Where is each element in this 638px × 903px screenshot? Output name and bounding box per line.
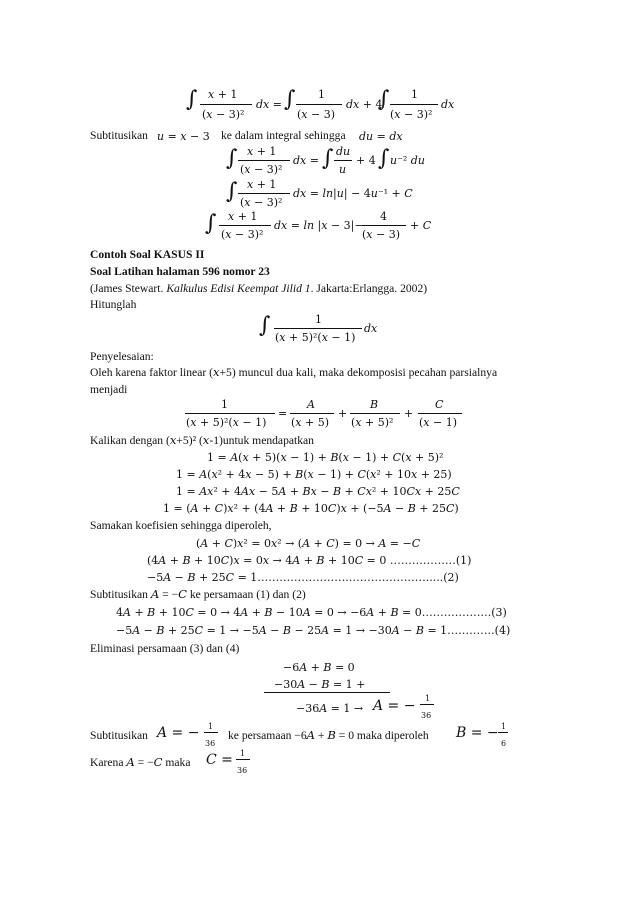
math-text: +	[404, 407, 414, 420]
fraction-denominator: (𝑥 + 5)²(𝑥 − 1)	[186, 416, 267, 429]
fraction-numerator: 𝐴	[307, 398, 315, 411]
fraction-denominator: 36	[421, 711, 432, 720]
fraction-bar	[296, 104, 342, 105]
text: Penyelesaian:	[90, 350, 154, 363]
fraction-denominator: (𝑥 + 5)²(𝑥 − 1)	[275, 331, 356, 344]
fraction-denominator: (𝑥 − 3)²	[202, 108, 245, 121]
paragraph: menjadi	[90, 383, 128, 396]
integral-sign: ∫	[322, 146, 334, 171]
integral-sign: ∫	[378, 87, 390, 112]
fraction-bar	[334, 160, 352, 161]
fraction-numerator: 𝑥 + 1	[228, 210, 258, 223]
math-text: 𝐴 = −	[157, 725, 200, 741]
fraction-bar	[290, 413, 334, 414]
fraction-denominator: (𝑥 + 5)²	[351, 416, 394, 429]
fraction-denominator: (𝑥 − 3)²	[221, 228, 264, 241]
fraction-bar	[219, 225, 271, 226]
reference	[90, 282, 427, 296]
math-text: + 4	[356, 154, 376, 167]
fraction-numerator: 𝐵	[370, 398, 379, 411]
fraction-denominator: 6	[501, 739, 507, 748]
equation-line: 1 = 𝐴(𝑥² + 4𝑥 − 5) + 𝐵(𝑥 − 1) + 𝐶(𝑥² + 10𝑥 + 25)	[176, 468, 452, 481]
fraction-denominator: (𝑥 − 1)	[419, 416, 457, 429]
math-text: 𝑑𝑥	[441, 98, 455, 111]
fraction-bar	[274, 328, 362, 329]
fraction-denominator: (𝑥 − 3)	[362, 228, 400, 241]
math-text: 𝑢 = 𝑥 − 3	[157, 130, 210, 143]
math-text: 𝑑𝑥 =	[293, 154, 319, 167]
text: Subtitusikan	[90, 129, 148, 142]
math-text: 𝑑𝑥 = 𝑙𝑛 |𝑥 − 3|−	[274, 219, 364, 232]
paragraph: Subtitusikan 𝐴 = −𝐶 ke persamaan (1) dan (2)	[90, 588, 306, 601]
fraction-numerator: 1	[315, 313, 322, 326]
integral-sign: ∫	[226, 179, 238, 204]
fraction-bar	[236, 759, 250, 760]
fraction-numerator: 1	[501, 722, 507, 731]
equation-line: (𝐴 + 𝐶)𝑥² = 0𝑥² → (𝐴 + 𝐶) = 0 → 𝐴 = −𝐶	[196, 537, 421, 550]
integral-sign: ∫	[226, 146, 238, 171]
fraction-bar	[238, 160, 290, 161]
fraction-denominator: 36	[237, 766, 248, 775]
fraction-numerator: 𝑥 + 1	[247, 178, 277, 191]
equation-line: −36𝐴 = 1 →	[296, 702, 364, 715]
fraction-denominator: (𝑥 − 3)²	[240, 196, 283, 209]
fraction-bar	[420, 704, 434, 705]
equation-line: −30𝐴 − 𝐵 = 1 +	[274, 678, 366, 691]
fraction-numerator: 𝑥 + 1	[247, 145, 277, 158]
math-text: 𝐵 = −	[456, 725, 499, 741]
integral-sign: ∫	[259, 313, 271, 338]
elimination-line	[264, 692, 390, 693]
text: Karena 𝐴 = −𝐶 maka	[90, 756, 191, 769]
equation-line: 1 = (𝐴 + 𝐶)𝑥² + (4𝐴 + 𝐵 + 10𝐶)𝑥 + (−5𝐴 − 𝐵 + 25𝐶)	[163, 502, 459, 515]
fraction-denominator: 𝑢	[339, 163, 347, 176]
equation-line: 4𝐴 + 𝐵 + 10𝐶 = 0 → 4𝐴 + 𝐵 − 10𝐴 = 0 → −6𝐴 + 𝐵 = 0……………….(3)	[116, 606, 507, 619]
fraction-denominator: (𝑥 + 5)	[291, 416, 329, 429]
fraction-denominator: (𝑥 − 3)²	[390, 108, 433, 121]
integral-sign: ∫	[284, 87, 296, 112]
fraction-bar	[200, 104, 252, 105]
equation-line: −5𝐴 − 𝐵 + 25𝐶 = 1…………………….………………….....(2)	[147, 571, 459, 584]
math-text: 𝑑𝑢 = 𝑑𝑥	[359, 130, 403, 143]
section-heading: Contoh Soal KASUS II	[90, 248, 205, 261]
fraction-numerator: 𝐶	[435, 398, 444, 411]
fraction-bar	[238, 193, 290, 194]
math-text: =	[278, 407, 288, 420]
math-text: 𝑑𝑥 =	[256, 98, 282, 111]
paragraph: Kalikan dengan (𝑥+5)² (𝑥-1)untuk mendapatkan	[90, 434, 314, 447]
math-text: 𝑑𝑥 = 𝑙𝑛|𝑢| − 4𝑢⁻¹ + 𝐶	[293, 187, 413, 200]
paragraph: Oleh karena faktor linear (𝑥+5) muncul dua kali, maka dekomposisi pecahan parsialnya	[90, 366, 498, 379]
fraction-bar	[498, 732, 508, 733]
fraction-denominator: (𝑥 − 3)²	[240, 163, 283, 176]
fraction-bar	[350, 413, 400, 414]
fraction-numerator: 4	[380, 210, 387, 223]
fraction-bar	[204, 732, 218, 733]
fraction-denominator: (𝑥 − 3)	[297, 108, 335, 121]
equation-line: (4𝐴 + 𝐵 + 10𝐶)𝑥 = 0𝑥 → 4𝐴 + 𝐵 + 10𝐶 = 0 ………………(1)	[147, 554, 472, 567]
math-text: 𝐴 = −	[373, 698, 416, 714]
fraction-numerator: 1	[318, 88, 325, 101]
text: ke dalam integral sehingga	[221, 129, 346, 142]
fraction-numerator: 𝑑𝑢	[336, 145, 351, 158]
equation-line: −5𝐴 − 𝐵 + 25𝐶 = 1 → −5𝐴 − 𝐵 − 25𝐴 = 1 → −30𝐴 − 𝐵 = 1………….(4)	[116, 624, 511, 637]
math-text: 𝐶 =	[206, 752, 233, 768]
text: ke persamaan −6𝐴 + 𝐵 = 0 maka diperoleh	[228, 729, 429, 742]
reference-author: (James Stewart.	[90, 282, 167, 295]
reference-publisher: . Jakarta:Erlangga. 2002)	[310, 282, 428, 295]
fraction-denominator: 36	[205, 739, 216, 748]
math-text: +	[338, 407, 348, 420]
paragraph: Samakan koefisien sehingga diperoleh,	[90, 519, 272, 532]
integral-sign: ∫	[205, 211, 217, 236]
fraction-numerator: 1	[411, 88, 418, 101]
math-text: + 𝐶	[410, 219, 432, 232]
equation-line: 1 = 𝐴(𝑥 + 5)(𝑥 − 1) + 𝐵(𝑥 − 1) + 𝐶(𝑥 + 5)²	[207, 451, 444, 464]
integral-sign: ∫	[378, 146, 390, 171]
subheading: Soal Latihan halaman 596 nomor 23	[90, 265, 270, 278]
fraction-bar	[362, 225, 406, 226]
fraction-numerator: 1	[425, 694, 431, 703]
text: Subtitusikan	[90, 729, 148, 742]
fraction-bar	[418, 413, 462, 414]
fraction-bar	[185, 413, 275, 414]
equation-line: −6𝐴 + 𝐵 = 0	[283, 661, 355, 674]
fraction-bar	[390, 104, 438, 105]
text: Hitunglah	[90, 298, 137, 311]
reference-title: Kalkulus Edisi Keempat Jilid 1	[166, 282, 311, 295]
math-text: 𝑑𝑥	[364, 322, 378, 335]
fraction-numerator: 1	[240, 749, 246, 758]
fraction-numerator: 1	[221, 398, 228, 411]
math-text: 𝑢⁻² 𝑑𝑢	[390, 154, 425, 167]
paragraph: Eliminasi persamaan (3) dan (4)	[90, 642, 240, 655]
fraction-numerator: 𝑥 + 1	[208, 88, 238, 101]
integral-sign: ∫	[186, 87, 198, 112]
equation-line: 1 = 𝐴𝑥² + 4𝐴𝑥 − 5𝐴 + 𝐵𝑥 − 𝐵 + 𝐶𝑥² + 10𝐶𝑥 + 25𝐶	[176, 485, 460, 498]
fraction-numerator: 1	[208, 722, 214, 731]
math-text: 𝑑𝑥 + 4	[346, 98, 383, 111]
